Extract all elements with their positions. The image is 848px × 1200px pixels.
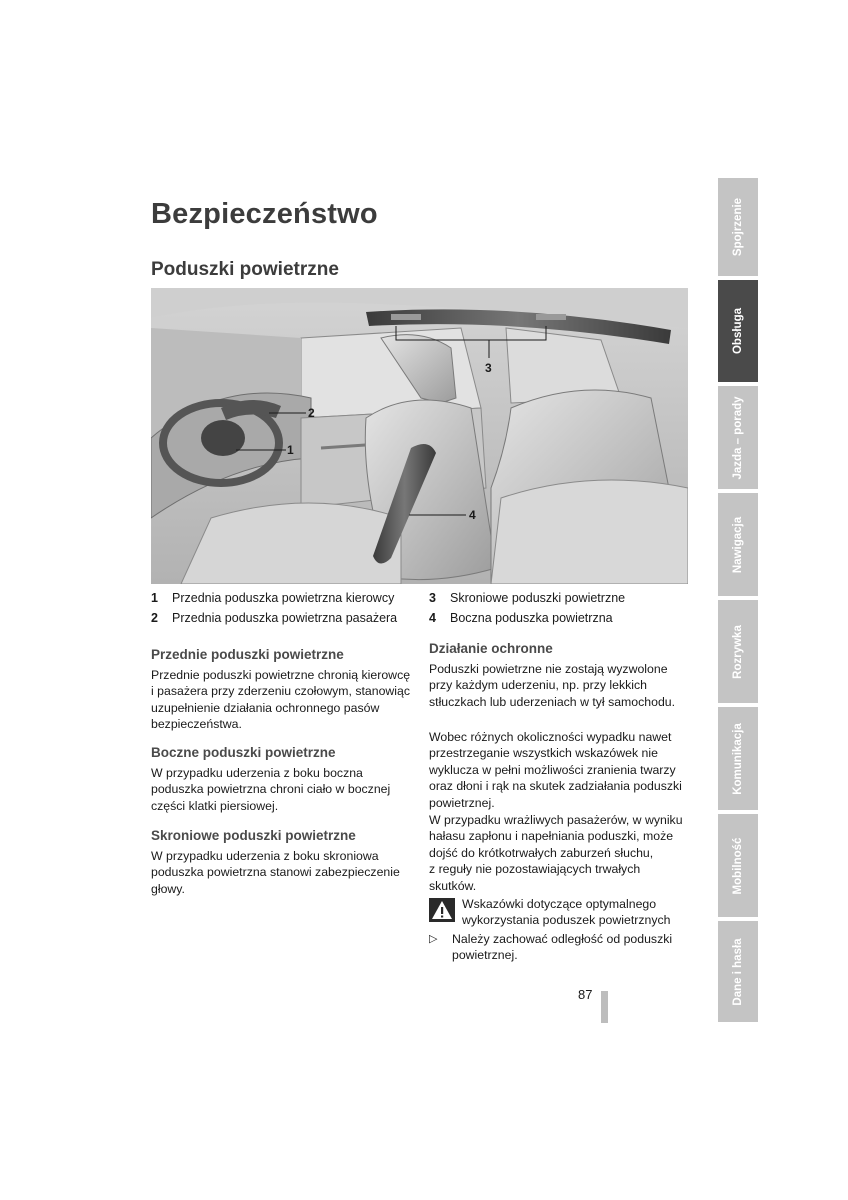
tab-label: Mobilność — [732, 837, 744, 894]
callout-3: 3 — [485, 361, 492, 375]
heading-side-airbags: Boczne poduszki powietrzne — [151, 745, 336, 760]
caption-2 — [151, 610, 397, 626]
text-line: Wobec różnych okoliczności wypadku nawet — [429, 730, 672, 744]
warning-icon — [429, 898, 455, 922]
heading-head-airbags: Skroniowe poduszki powietrzne — [151, 828, 356, 843]
text-line: W przypadku uderzenia z boku skroniowa — [151, 849, 379, 863]
heading-front-airbags: Przednie poduszki powietrzne — [151, 647, 344, 662]
triangle-bullet-icon: ▷ — [429, 933, 438, 945]
text-line: części klatki piersiowej. — [151, 798, 279, 813]
page-number: 87 — [578, 987, 593, 1002]
text-line: uzupełnienie działania ochronnego pasów — [151, 700, 380, 715]
tab-label: Nawigacja — [732, 516, 744, 573]
tab-rozrywka[interactable] — [718, 600, 758, 703]
tab-obsluga[interactable] — [718, 280, 758, 382]
paragraph-protective-3 — [429, 812, 689, 894]
section-title: Poduszki powietrzne — [151, 259, 339, 280]
tab-nawigacja[interactable] — [718, 493, 758, 596]
tab-label: Rozrywka — [732, 624, 744, 679]
text-line: powietrznej. — [429, 795, 495, 810]
text-line: dojść do krótkotrwałych zaburzeń słuchu, — [429, 845, 654, 860]
paragraph-protective-2 — [429, 729, 689, 811]
paragraph-head-airbags — [151, 848, 411, 897]
text-line: Poduszki powietrzne nie zostają wyzwolone — [429, 662, 668, 676]
caption-number: 2 — [151, 611, 158, 625]
caption-text: Boczna poduszka powietrzna — [450, 611, 613, 625]
caption-4 — [429, 610, 613, 626]
tab-dane-i-hasla[interactable] — [718, 921, 758, 1022]
caption-text: Przednia poduszka powietrzna kierowcy — [172, 591, 395, 605]
text-line: skutków. — [429, 878, 477, 893]
text-line: Należy zachować odległość od poduszki — [452, 932, 673, 946]
tab-spojrzenie[interactable] — [718, 178, 758, 276]
bullet-text — [452, 931, 692, 964]
tab-mobilnosc[interactable] — [718, 814, 758, 917]
tab-jazda-porady[interactable] — [718, 386, 758, 489]
text-line: poduszka powietrzna chroni ciało w bocznej — [151, 782, 391, 797]
caption-3 — [429, 590, 625, 606]
tab-label: Spojrzenie — [732, 197, 744, 257]
page-number-bar — [601, 991, 608, 1023]
text-line: głowy. — [151, 881, 185, 896]
text-line: hałasu zapłonu i napełniania poduszki, może — [429, 829, 674, 844]
caption-text: Skroniowe poduszki powietrzne — [450, 591, 626, 605]
text-line: z reguły nie pozostawiających trwałych — [429, 862, 641, 877]
text-line: powietrznej. — [452, 948, 518, 963]
text-line: wyklucza w pełni możliwości zranienia twarzy — [429, 762, 676, 777]
text-line: W przypadku uderzenia z boku boczna — [151, 766, 363, 780]
airbag-illustration — [151, 288, 688, 584]
caption-number: 3 — [429, 591, 436, 605]
tab-label: Dane i hasła — [732, 937, 744, 1006]
tab-komunikacja[interactable] — [718, 707, 758, 810]
text-line: bezpieczeństwa. — [151, 717, 242, 732]
text-line: stłuczkach lub uderzeniach w tył samochodu. — [429, 694, 676, 709]
page-title: Bezpieczeństwo — [151, 198, 378, 230]
tab-label: Obsługa — [732, 307, 744, 355]
text-line: oraz dłoni i rąk na skutek zadziałania poduszki — [429, 779, 682, 794]
caption-number: 1 — [151, 591, 158, 605]
tab-label: Komunikacja — [732, 722, 744, 795]
text-line: W przypadku wrażliwych pasażerów, w wyniku — [429, 813, 683, 827]
tab-label: Jazda – porady — [732, 395, 744, 480]
text-line: przestrzeganie wszystkich wskazówek nie — [429, 746, 658, 761]
paragraph-side-airbags — [151, 765, 411, 814]
paragraph-front-airbags — [151, 667, 411, 733]
caption-1 — [151, 590, 394, 606]
callout-1: 1 — [287, 443, 294, 457]
callout-2: 2 — [308, 406, 315, 420]
text-line: Przednie poduszki powietrzne chronią kierowcę — [151, 668, 411, 682]
caption-number: 4 — [429, 611, 436, 625]
warning-text — [462, 896, 692, 929]
text-line: Wskazówki dotyczące optymalnego — [462, 897, 657, 911]
text-line: wykorzystania poduszek powietrznych — [462, 913, 671, 928]
text-line: poduszka powietrzna stanowi zabezpieczenie — [151, 865, 400, 880]
paragraph-protective-1 — [429, 661, 689, 710]
heading-protective-action: Działanie ochronne — [429, 641, 553, 656]
text-line: przy każdym uderzeniu, np. przy lekkich — [429, 678, 648, 693]
text-line: i pasażera przy zderzeniu czołowym, stanowiąc — [151, 684, 411, 699]
caption-text: Przednia poduszka powietrzna pasażera — [172, 611, 398, 625]
callout-4: 4 — [469, 508, 476, 522]
